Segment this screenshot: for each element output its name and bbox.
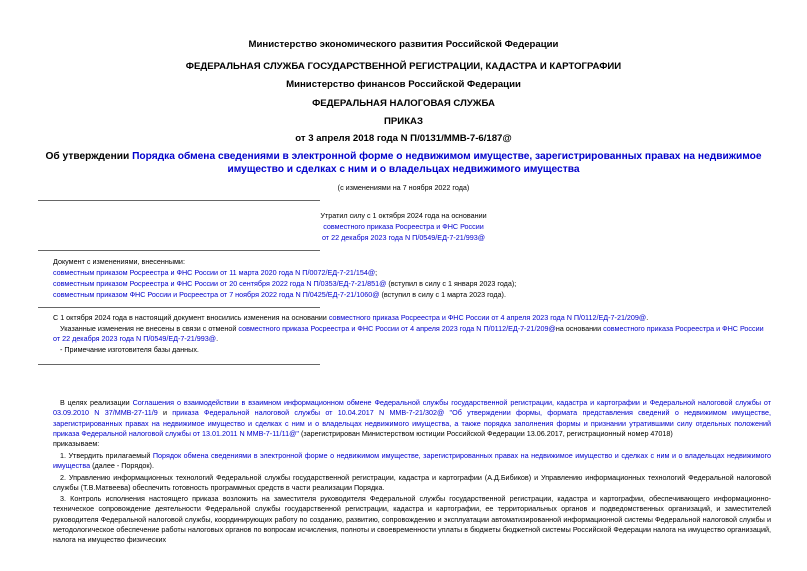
amendments-block [53, 256, 773, 300]
divider [38, 200, 320, 201]
note-2: Указанные изменения не внесены в связи с отменой совместного приказа Росреестра и ФНС России от 4 апреля 2023 года N П/0112/ЕД-7-21/209@на основании совместного приказа Росреестра и ФНС России от 22 декабря 2023 года N П/0549/ЕД-7-21/993@. [53, 323, 764, 343]
lost-force-link-1[interactable]: совместного приказа Росреестра и ФНС России [323, 222, 484, 231]
divider [38, 364, 320, 365]
procedure-link[interactable]: Порядок обмена сведениями в электронной форме о недвижимом имуществе, зарегистрированных правах на недвижимое имущество и сделках с ним и о владельцах недвижимого имущества [53, 451, 771, 471]
title-prefix: Об утверждении [45, 151, 133, 162]
note-2-link[interactable]: совместного приказа Росреестра и ФНС России от 4 апреля 2023 года N П/0112/ЕД-7-21/209@ [238, 323, 556, 333]
document-title [30, 150, 777, 176]
note-1: С 1 октября 2024 года в настоящий документ вносились изменения на основании совместного приказа Росреестра и ФНС России от 4 апреля 2023 года N П/0112/ЕД-7-21/209@. [53, 313, 649, 322]
rosreestr-name: ФЕДЕРАЛЬНАЯ СЛУЖБА ГОСУДАРСТВЕННОЙ РЕГИСТРАЦИИ, КАДАСТРА И КАРТОГРАФИИ [185, 61, 622, 72]
lost-force-block [240, 210, 567, 243]
amendment-link[interactable]: совместным приказом Росреестра и ФНС России от 20 сентября 2022 года N П/0353/ЕД-7-21/851@ [53, 279, 387, 288]
lost-force-text: Утратил силу с 1 октября 2024 года на основании [320, 211, 487, 220]
divider [38, 250, 320, 251]
title-procedure-link[interactable]: Порядка обмена сведениями в электронной форме о недвижимом имуществе, зарегистрированных правах на недвижимое имущество и сделках с ним и о владельцах недвижимого имущества [132, 151, 762, 175]
note-2-link-2[interactable]: совместного приказа Росреестра и ФНС России от 22 декабря 2023 года N П/0549/ЕД-7-21/993@ [53, 323, 764, 343]
ministry-economy: Министерство экономического развития Российской Федерации [248, 39, 559, 50]
ministry-finance: Министерство финансов Российской Федерации [286, 79, 521, 90]
order-label: ПРИКАЗ [384, 116, 423, 127]
body-paragraph-2: 1. Утвердить прилагаемый Порядок обмена сведениями в электронной форме о недвижимом имуществе, зарегистрированных правах на недвижимое имущество и сделках с ним и о владельцах недвижимого имущества (далее - Порядок). [53, 451, 771, 471]
note-3: - Примечание изготовителя базы данных. [60, 344, 199, 354]
body-paragraph-1: В целях реализации Соглашения о взаимодействии в взаимном информационном обмене Федеральной службы государственной регистрации, кадастра и картографии и Федеральной налоговой службы от 03.09.2010 N 37/ММВ-27-11/9 и приказа Федеральной налоговой службы от 10.04.2017 N ММВ-7-21/302@ "Об утверждении формы, формата представления сведений о недвижимом имуществе, зарегистрированных правах на недвижимое имущество и сделках с ним и о владельцах недвижимого имущества, а также порядка заполнения формы и признании утратившими силу отдельных положений приказа Федеральной налоговой службы от 13.01.2011 N ММВ-7-11/11@" (зарегистрирован Министерством юстиции Российской Федерации 13.06.2017, регистрационный номер 47018) приказываем: [53, 398, 771, 449]
amendment-link[interactable]: совместным приказом Росреестра и ФНС России от 11 марта 2020 года N П/0072/ЕД-7-21/154@ [53, 268, 376, 277]
editor-notes [53, 313, 771, 355]
order-word: приказываем: [53, 439, 100, 449]
note-1-link[interactable]: совместного приказа Росреестра и ФНС России от 4 апреля 2023 года N П/0112/ЕД-7-21/209@ [328, 313, 647, 322]
body-paragraph-3: 2. Управлению информационных технологий Федеральной службы государственной регистрации, кадастра и картографии (А.Д.Бибиков) и Управлению информационных технологий Федеральной налоговой службы (Т.В.Матвеева) обеспечить готовность программных средств в части реализации Порядка. [53, 473, 771, 493]
agreement-link[interactable]: Соглашения о взаимодействии в взаимном информационном обмене Федеральной службы государственной регистрации, кадастра и картографии и Федеральной налоговой службы от 03.09.2010 N 37/ММВ-27-11/9 [53, 398, 771, 418]
lost-force-link-2[interactable]: от 22 декабря 2023 года N П/0549/ЕД-7-21/993@ [321, 233, 486, 242]
changes-note: (с изменениями на 7 ноября 2022 года) [337, 183, 470, 192]
amendment-item: совместным приказом Росреестра и ФНС России от 11 марта 2020 года N П/0072/ЕД-7-21/154@; [53, 268, 378, 277]
amendment-link[interactable]: совместным приказом ФНС России и Росреестра от 7 ноября 2022 года N П/0425/ЕД-7-21/1060@ [53, 290, 380, 299]
body-paragraph-4: 3. Контроль исполнения настоящего приказа возложить на заместителя руководителя Федеральной службы государственной регистрации, кадастра и картографии, обеспечивающего информационно-техническое сопровождение деятельности Федеральной службы государственной регистрации, кадастра и картографии, ее территориальных органов и подведомственных организаций, и заместителей руководителя Федеральной налоговой службы, координирующих работу по созданию, развитию, сопровождению и эксплуатации автоматизированной информационной системы Федеральной налоговой службы и методологическое обеспечение работы налоговых органов по вопросам исчисления, полноты и своевременности уплаты в бюджеты бюджетной системы Российской Федерации налога на имущество организаций, налога на имущество физических [53, 494, 771, 545]
divider [38, 307, 320, 308]
fns-order-link[interactable]: приказа Федеральной налоговой службы от 10.04.2017 N ММВ-7-21/302@ "Об утверждении формы, формата представления сведений о недвижимом имуществе, зарегистрированных правах на недвижимое имущество и сделках с ним и о владельцах недвижимого имущества, а также порядка заполнения формы и признании утратившими силу отдельных положений приказа Федеральной налоговой службы от 13.01.2011 N ММВ-7-11/11@" [53, 408, 771, 438]
amendment-item: совместным приказом Росреестра и ФНС России от 20 сентября 2022 года N П/0353/ЕД-7-21/851@ (вступил в силу с 1 января 2023 года); [53, 279, 517, 288]
fns-name: ФЕДЕРАЛЬНАЯ НАЛОГОВАЯ СЛУЖБА [312, 98, 495, 109]
order-number: от 3 апреля 2018 года N П/0131/ММВ-7-6/187@ [295, 133, 512, 144]
amendments-heading: Документ с изменениями, внесенными: [53, 257, 185, 266]
amendment-item: совместным приказом ФНС России и Росреестра от 7 ноября 2022 года N П/0425/ЕД-7-21/1060@ (вступил в силу с 1 марта 2023 года). [53, 290, 506, 299]
